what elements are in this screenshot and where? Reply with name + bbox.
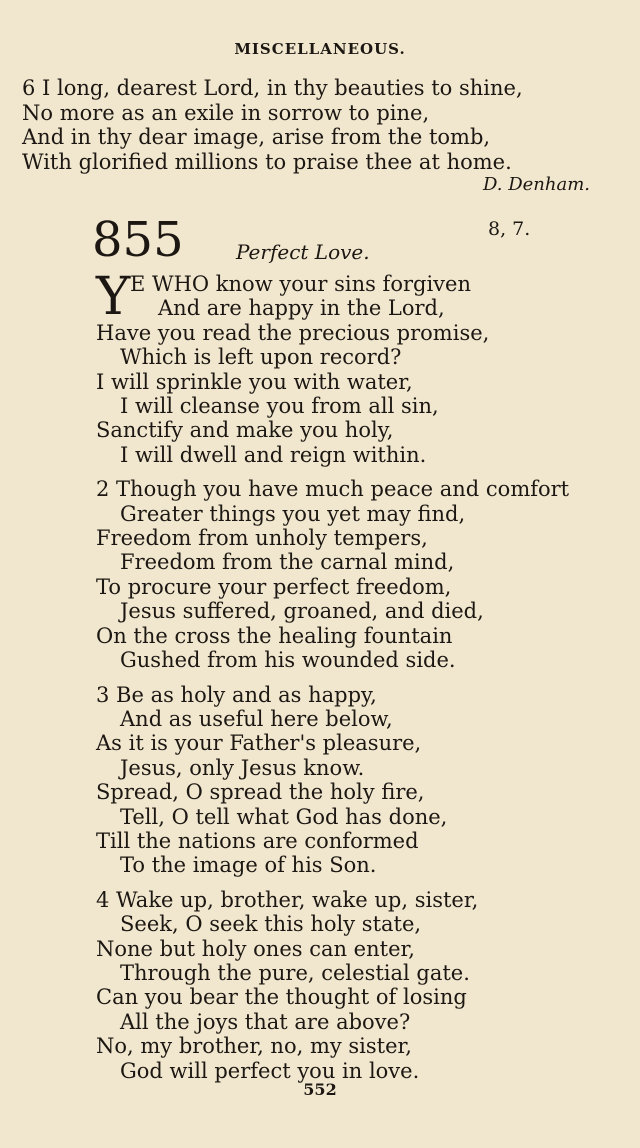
verse-2 [96, 477, 636, 672]
hymn-line: No more as an exile in sorrow to pine, [22, 100, 430, 125]
verse-3 [96, 683, 636, 878]
verse-1 [96, 267, 636, 467]
hymn-line: I will dwell and reign within. [120, 442, 427, 467]
hymn-line: All the joys that are above? [120, 1009, 411, 1034]
hymn-body [96, 267, 636, 1083]
hymn-line: To the image of his Son. [120, 853, 377, 878]
hymn-line: Till the nations are conformed [96, 828, 419, 853]
previous-hymn-stanza [22, 76, 622, 174]
hymn-line: Freedom from the carnal mind, [120, 550, 455, 575]
hymn-line: Through the pure, celestial gate. [120, 960, 470, 985]
hymn-line: And in thy dear image, arise from the tomb, [22, 125, 491, 149]
author-attribution: D. Denham. [482, 174, 590, 195]
hymn-line: Seek, O seek this holy state, [120, 912, 422, 937]
hymn-line: To procure your perfect freedom, [96, 574, 452, 599]
drop-cap: Y [96, 267, 131, 327]
hymn-line: Jesus suffered, groaned, and died, [120, 599, 484, 624]
hymn-title: Perfect Love. [236, 240, 370, 264]
hymn-line: And are happy in the Lord, [158, 296, 445, 321]
hymn-line: And as useful here below, [120, 706, 393, 731]
hymn-line: God will perfect you in love. [120, 1058, 420, 1083]
hymn-line: Have you read the precious promise, [96, 320, 490, 345]
hymn-line: 2 Though you have much peace and comfort [96, 477, 570, 502]
hymn-line: Which is left upon record? [120, 345, 402, 370]
hymn-line: E WHO know your sins forgiven [130, 272, 471, 296]
hymn-line: With glorified millions to praise thee at home. [22, 149, 512, 174]
hymn-line: Can you bear the thought of losing [96, 985, 467, 1010]
hymn-line: Tell, O tell what God has done, [120, 804, 448, 829]
verse-4 [96, 888, 636, 1083]
section-header: MISCELLANEOUS. [234, 40, 406, 58]
hymn-line: 3 Be as holy and as happy, [96, 682, 377, 707]
hymn-line: Jesus, only Jesus know. [120, 755, 365, 780]
hymn-line: Gushed from his wounded side. [120, 648, 456, 673]
hymn-line: As it is your Father's pleasure, [96, 731, 422, 756]
page-number: 552 [303, 1080, 337, 1099]
hymn-line: I will cleanse you from all sin, [120, 394, 439, 419]
hymn-line: Spread, O spread the holy fire, [96, 780, 425, 805]
hymn-line: 4 Wake up, brother, wake up, sister, [96, 887, 479, 912]
hymn-line: On the cross the healing fountain [96, 623, 453, 648]
hymn-line: 6 I long, dearest Lord, in thy beauties to shine, [22, 76, 523, 100]
hymn-line: Greater things you yet may find, [120, 501, 466, 526]
hymn-number: 855 [92, 212, 184, 268]
hymn-line: None but holy ones can enter, [96, 936, 415, 961]
hymn-line: No, my brother, no, my sister, [96, 1034, 412, 1059]
hymn-meter: 8, 7. [488, 218, 531, 240]
hymn-line: I will sprinkle you with water, [96, 369, 413, 394]
hymn-line: Sanctify and make you holy, [96, 418, 394, 443]
hymn-line: Freedom from unholy tempers, [96, 526, 428, 551]
